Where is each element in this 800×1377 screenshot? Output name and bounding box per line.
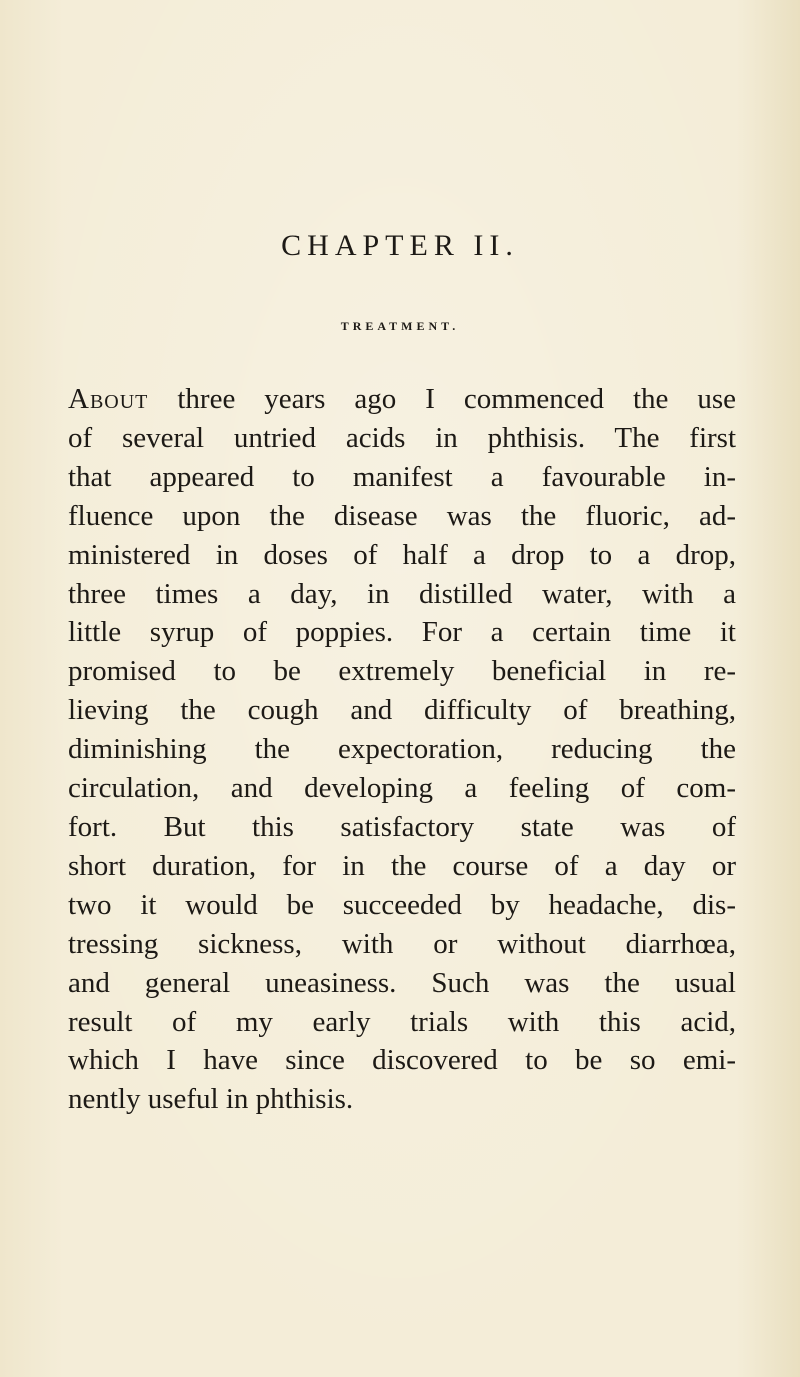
text-line: two it would be succeeded by headache, dis- [68,888,736,921]
chapter-title: CHAPTER II. [281,229,519,262]
lead-word: About [68,383,149,415]
text-line: of several untried acids in phthisis. The first [68,421,736,454]
text-line: tressing sickness, with or without diarrhœa, [68,927,736,960]
text-line: ministered in doses of half a drop to a drop, [68,538,736,571]
section-title: TREATMENT. [340,319,460,333]
text-line [68,380,736,419]
text-line: that appeared to manifest a favourable in- [68,460,736,493]
text-line: three times a day, in distilled water, with a [68,577,736,610]
text-line: promised to be extremely beneficial in re- [68,655,736,688]
text-line-content: three years ago I commenced the use [148,383,736,415]
text-line: nently useful in phthisis. [68,1083,354,1116]
text-line: lieving the cough and difficulty of breathing, [68,694,736,727]
text-line: result of my early trials with this acid, [68,1005,736,1038]
text-line: circulation, and developing a feeling of com- [68,772,736,805]
text-line: and general uneasiness. Such was the usual [68,966,736,999]
text-line: diminishing the expectoration, reducing the [68,733,736,766]
text-line: short duration, for in the course of a day or [68,849,736,882]
text-line: fort. But this satisfactory state was of [68,810,736,843]
text-line: little syrup of poppies. For a certain time it [68,616,736,649]
text-line: which I have since discovered to be so emi- [68,1044,736,1077]
body-paragraph [68,380,736,1119]
text-line: fluence upon the disease was the fluoric, ad- [68,499,736,532]
